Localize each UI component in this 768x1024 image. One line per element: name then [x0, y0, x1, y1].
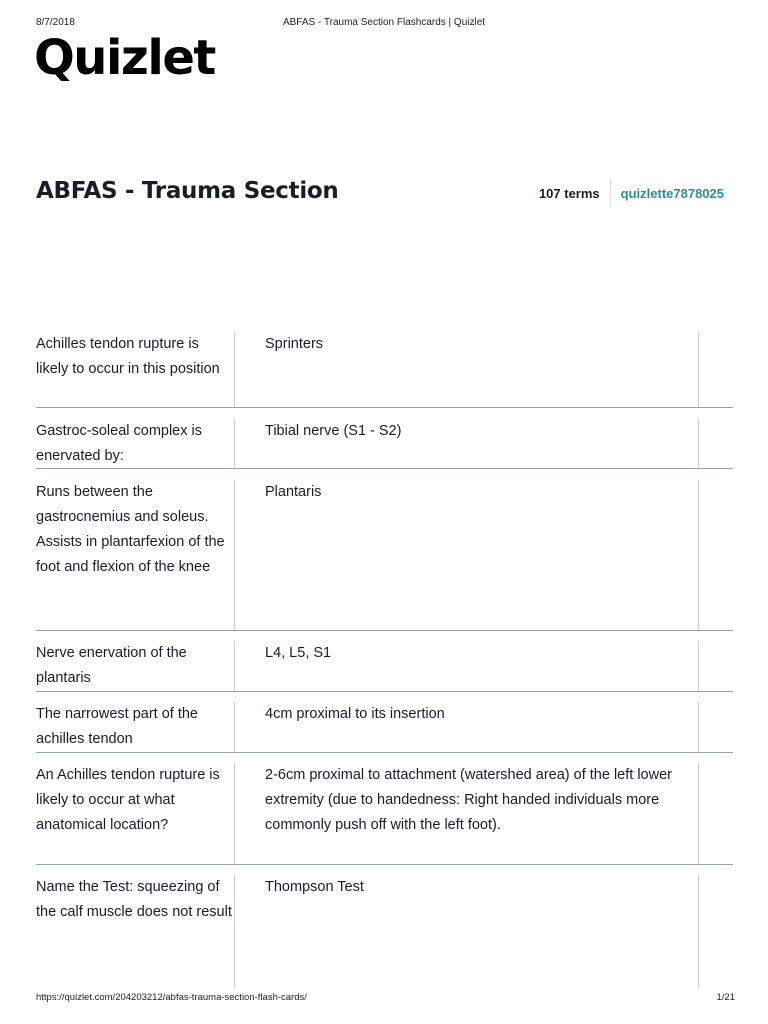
column-divider — [234, 641, 235, 692]
print-footer — [36, 992, 735, 1006]
card-term: An Achilles tendon rupture is likely to occur at what anatomical location? — [36, 767, 220, 833]
flashcard-row — [36, 702, 733, 753]
card-definition: Plantaris — [265, 484, 322, 500]
card-term: Gastroc-soleal complex is enervated by: — [36, 423, 202, 464]
row-divider — [36, 691, 733, 692]
print-document-title: ABFAS - Trauma Section Flashcards | Quizlet — [282, 17, 486, 28]
print-date: 8/7/2018 — [36, 17, 75, 28]
print-header — [36, 17, 732, 31]
column-divider — [234, 702, 235, 753]
flashcard-row — [36, 875, 733, 987]
flashcard-row — [36, 641, 733, 692]
card-term: Achilles tendon rupture is likely to occur in this position — [36, 336, 220, 377]
flashcard-list — [36, 332, 733, 987]
column-divider — [698, 763, 699, 865]
card-term: The narrowest part of the achilles tendon — [36, 706, 198, 747]
card-definition: 2-6cm proximal to attachment (watershed area) of the left lower extremity (due to handedness: Right handed individuals more commonly push off with the left foot). — [265, 767, 672, 833]
row-divider — [36, 752, 733, 753]
column-divider — [234, 332, 235, 408]
flashcard-row — [36, 763, 733, 865]
column-divider — [698, 332, 699, 408]
page-number: 1/21 — [716, 992, 735, 1003]
set-meta — [539, 180, 724, 206]
row-divider — [36, 864, 733, 865]
card-definition: Tibial nerve (S1 - S2) — [265, 423, 402, 439]
column-divider — [698, 480, 699, 631]
card-term: Runs between the gastrocnemius and soleus. Assists in plantarfexion of the foot and flexion of the knee — [36, 484, 225, 575]
card-definition: L4, L5, S1 — [265, 645, 332, 661]
author-link[interactable]: quizlette7878025 — [620, 185, 724, 201]
card-definition: Thompson Test — [265, 879, 364, 895]
flashcard-row — [36, 332, 733, 408]
flashcard-row — [36, 419, 733, 469]
column-divider — [234, 480, 235, 631]
card-definition: 4cm proximal to its insertion — [265, 706, 445, 722]
flashcard-row — [36, 480, 733, 631]
set-title: ABFAS - Trauma Section — [36, 178, 339, 204]
column-divider — [698, 641, 699, 692]
row-divider — [36, 630, 733, 631]
quizlet-logo[interactable]: Quizlet — [34, 30, 215, 86]
row-divider — [36, 407, 733, 408]
column-divider — [698, 702, 699, 753]
row-divider — [36, 468, 733, 469]
card-term: Name the Test: squeezing of the calf muscle does not result — [36, 879, 232, 920]
column-divider — [234, 763, 235, 865]
terms-count: 107 terms — [538, 185, 600, 201]
column-divider — [234, 419, 235, 469]
column-divider — [234, 875, 235, 987]
print-url[interactable]: https://quizlet.com/204203212/abfas-trauma-section-flash-cards/ — [36, 992, 307, 1003]
column-divider — [698, 875, 699, 987]
card-definition: Sprinters — [265, 336, 324, 352]
column-divider — [698, 419, 699, 469]
card-term: Nerve enervation of the plantaris — [36, 645, 187, 686]
